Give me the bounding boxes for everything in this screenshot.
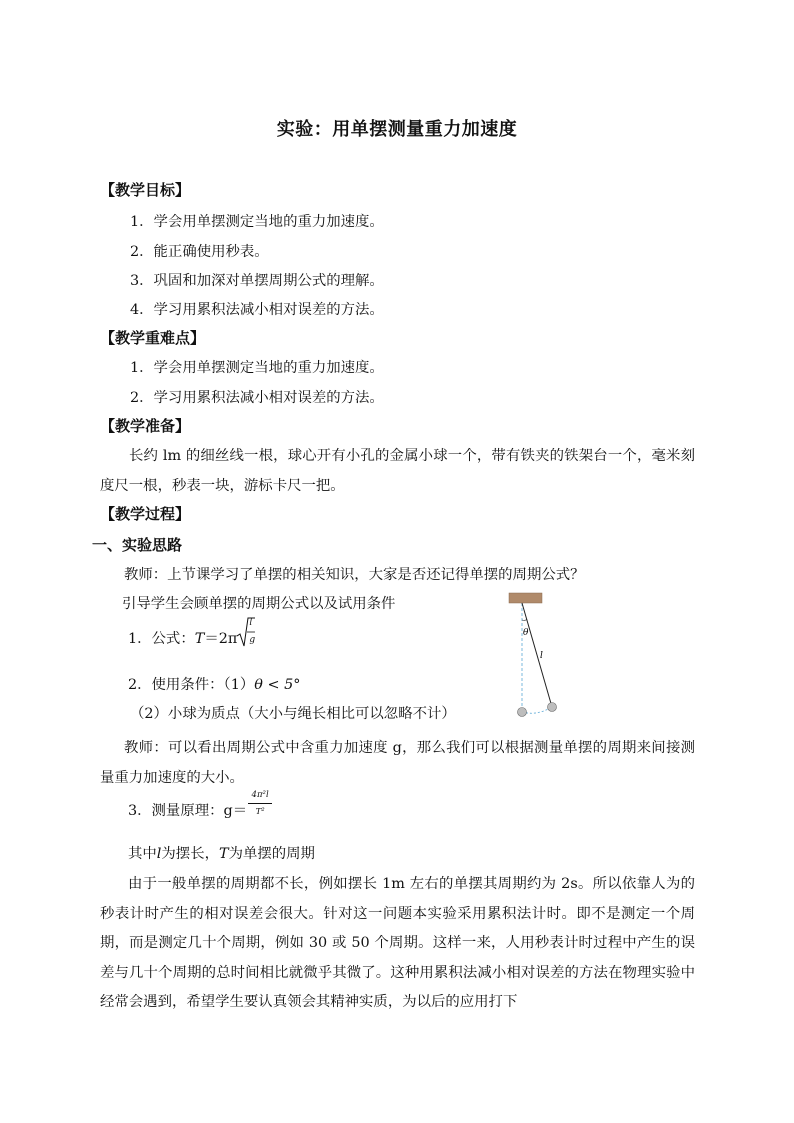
principle-fraction — [247, 788, 273, 822]
length-label: l — [540, 651, 543, 661]
guide-line: 引导学生会顾单摆的周期公式以及试用条件 — [122, 596, 396, 612]
formula-denominator: g — [249, 635, 256, 645]
ball-rest — [518, 708, 527, 717]
principle-denominator: T² — [255, 807, 265, 817]
principle-lhs: g＝ — [223, 803, 248, 819]
goals-heading: 【教学目标】 — [100, 181, 191, 199]
process-subheading: 一、实验思路 — [92, 536, 183, 554]
page-title: 实验：用单摆测量重力加速度 — [276, 119, 518, 140]
process-heading: 【教学过程】 — [100, 505, 191, 523]
condition-math: θ < 5° — [254, 677, 301, 693]
ball-displaced — [548, 703, 557, 712]
formula-label: 1．公式： — [128, 631, 195, 647]
teacher-question: 教师：上节课学习了单摆的相关知识，大家是否还记得单摆的周期公式？ — [124, 567, 585, 583]
prep-heading: 【教学准备】 — [100, 417, 191, 435]
principle-numerator: 4π²l — [251, 790, 269, 800]
fraction-bar — [248, 803, 272, 804]
principle-line — [128, 790, 273, 822]
goal-item-1: 1．学会用单摆测定当地的重力加速度。 — [130, 214, 384, 230]
where-text-3: 为单摆的周期 — [228, 846, 315, 862]
key-points-heading: 【教学重难点】 — [100, 329, 206, 347]
where-line — [128, 844, 315, 864]
condition-label: 2．使用条件：（1） — [128, 677, 255, 693]
goal-item-4: 4．学习用累积法减小相对误差的方法。 — [130, 302, 384, 318]
pendulum-string — [522, 603, 552, 707]
principle-label: 3．测量原理： — [128, 803, 224, 819]
where-text-1: 其中 — [128, 846, 157, 862]
angle-label: θ — [523, 628, 529, 638]
condition-2: （2）小球为质点（大小与绳长相比可以忽略不计） — [130, 706, 456, 722]
pendulum-support — [509, 593, 542, 603]
pendulum-figure — [505, 590, 575, 720]
prep-paragraph: 长约 lm 的细丝线一根，球心开有小孔的金属小球一个，带有铁夹的铁架台一个，毫米刻度尺一根，秒表一块，游标卡尺一把。 — [100, 448, 695, 494]
goal-item-2: 2．能正确使用秒表。 — [130, 244, 269, 260]
where-text-2: 为摆长， — [161, 846, 219, 862]
teacher-statement: 教师：可以看出周期公式中含重力加速度 g，那么我们可以根据测量单摆的周期来间接测量重力加速度的大小。 — [100, 740, 695, 786]
formula-line — [128, 618, 256, 650]
key-point-item-2: 2．学习用累积法减小相对误差的方法。 — [130, 390, 384, 406]
key-point-item-1: 1．学会用单摆测定当地的重力加速度。 — [130, 360, 384, 376]
where-T: T — [218, 846, 229, 862]
condition-line — [128, 675, 300, 695]
formula-sqrt — [237, 616, 255, 650]
final-paragraph: 由于一般单摆的周期都不长，例如摆长 1m 左右的单摆其周期约为 2s。所以依靠人为的秒表计时产生的相对误差会很大。针对这一问题本实验采用累积法计时。即不是测定一个周期，而是测定几十个周期，例如 30 或 50 个周期。这样一来，人用秒表计时过程中产生的误差与几十个周期的总时间相比就微乎其微了。这种用累积法减小相对误差的方法在物理实验中经常会遇到，希望学生要认真领会其精神实质，为以后的应用打下 — [100, 876, 695, 1010]
formula-numerator: l — [249, 618, 253, 628]
where-l: l — [156, 846, 162, 862]
formula-eq: ＝2π — [204, 631, 238, 647]
formula-lhs: T — [194, 631, 205, 647]
goal-item-3: 3．巩固和加深对单摆周期公式的理解。 — [130, 273, 384, 289]
